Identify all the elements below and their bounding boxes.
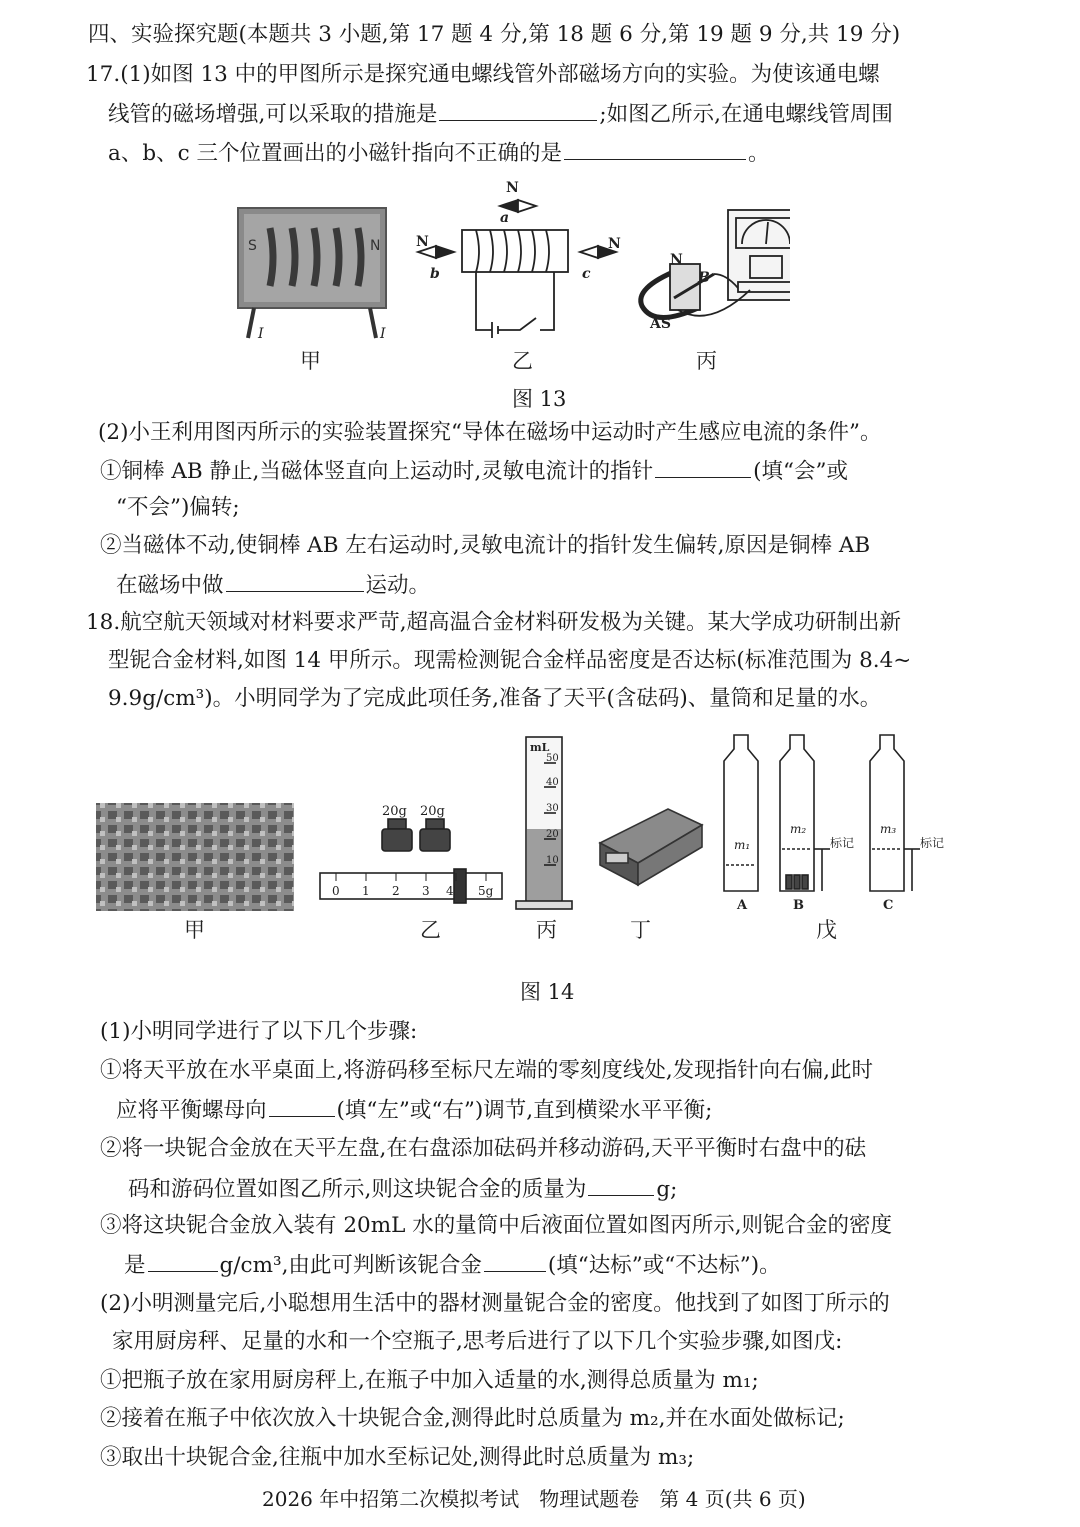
fig14-ding-scale <box>600 809 702 885</box>
cyl-tick-40: 40 <box>546 777 559 788</box>
q18-step-b2b: g; <box>656 1177 678 1202</box>
q18-line-2: 型铌合金材料,如图 14 甲所示。现需检测铌合金样品密度是否达标(标准范围为 8.4~ <box>108 648 912 673</box>
q17-step2c: 运动。 <box>365 573 431 598</box>
fig13-current-1: I <box>258 326 264 342</box>
q17-step2b: 在磁场中做 <box>116 573 224 598</box>
q17-line-1: 17.(1)如图 13 中的甲图所示是探究通电螺线管外部磁场方向的实验。为使该通电螺 <box>86 62 880 87</box>
fig14-bing-cylinder <box>516 737 572 909</box>
q18-step-b2a: 码和游码位置如图乙所示,则这块铌合金的质量为 <box>128 1177 587 1202</box>
cyl-tick-10: 10 <box>546 855 559 866</box>
fig13-a: a <box>500 210 510 226</box>
answer-blank-18-4[interactable] <box>484 1249 546 1272</box>
q18-step-b2 <box>128 1173 677 1205</box>
fig13-current-2: I <box>380 326 386 342</box>
fig13-jia-photo <box>238 208 386 342</box>
fig13-rod-a: AS <box>650 316 671 332</box>
fig14-m2: m₂ <box>790 822 807 836</box>
answer-blank-17-4[interactable] <box>226 569 364 592</box>
fig14-bottle-b: B <box>793 898 804 913</box>
q18-line-1: 18.航空航天领域对材料要求严苛,超高温合金材料研发极为关键。某大学成功研制出新 <box>86 610 902 635</box>
fig14-label-ding: 丁 <box>630 918 651 942</box>
q17-step1a: ①铜棒 AB 静止,当磁体竖直向上运动时,灵敏电流计的指针 <box>100 459 654 484</box>
fig13-s-label: S <box>248 238 257 254</box>
ruler-label-4: 4 <box>446 884 454 898</box>
fig13-magnet-n: N <box>670 252 683 268</box>
q17-step1b: (填“会”或 <box>753 459 849 484</box>
q17-line-3a: a、b、c 三个位置画出的小磁针指向不正确的是 <box>108 141 562 166</box>
fig14-weight-1: 20g <box>382 804 407 819</box>
q17-step1 <box>100 455 848 487</box>
q18-step-c2c: (填“达标”或“不达标”)。 <box>547 1253 781 1278</box>
fig13-a-n: N <box>506 180 519 196</box>
q17-line-3b: 。 <box>747 141 770 166</box>
answer-blank-17-3[interactable] <box>655 455 751 478</box>
q18-step-a2b: (填“左”或“右”)调节,直到横梁水平平衡; <box>336 1098 713 1123</box>
ruler-label-3: 3 <box>422 884 430 898</box>
q17-line-2a: 线管的磁场增强,可以采取的措施是 <box>108 102 438 127</box>
figure-13-caption: 图 13 <box>512 387 567 411</box>
answer-blank-17-1[interactable] <box>439 98 597 121</box>
page-footer: 2026 年中招第二次模拟考试 物理试题卷 第 4 页(共 6 页) <box>262 1487 806 1511</box>
q18-step-d2: ②接着在瓶子中依次放入十块铌合金,测得此时总质量为 m₂,并在水面处做标记; <box>100 1406 845 1431</box>
q17-line-2b: ;如图乙所示,在通电螺线管周围 <box>599 102 893 127</box>
fig14-label-jia: 甲 <box>184 918 205 942</box>
q18-step-d3: ③取出十块铌合金,往瓶中加水至标记处,测得此时总质量为 m₃; <box>100 1445 695 1470</box>
answer-blank-18-1[interactable] <box>269 1094 335 1117</box>
fig13-label-jia: 甲 <box>300 349 321 373</box>
cyl-tick-50: 50 <box>546 753 559 764</box>
answer-blank-18-3[interactable] <box>148 1249 218 1272</box>
figure-14 <box>90 725 970 950</box>
q18-part1: (1)小明同学进行了以下几个步骤: <box>100 1019 418 1044</box>
section-header: 四、实验探究题(本题共 3 小题,第 17 题 4 分,第 18 题 6 分,第 19 题 9 分,共 19 分) <box>88 22 901 47</box>
fig14-yi-balance <box>320 819 502 903</box>
fig13-label-yi: 乙 <box>512 349 533 373</box>
fig13-label-bing: 丙 <box>696 349 717 373</box>
fig14-label-bing: 丙 <box>536 918 557 942</box>
fig13-rod-b: B <box>698 270 710 286</box>
q18-part2-line-2: 家用厨房秤、足量的水和一个空瓶子,思考后进行了以下几个实验步骤,如图戊: <box>112 1329 843 1354</box>
fig14-m3: m₃ <box>880 822 897 836</box>
q17-step2b-line <box>116 569 430 601</box>
q18-step-c2b: g/cm³,由此可判断该铌合金 <box>219 1253 482 1278</box>
q18-step-a1: ①将天平放在水平桌面上,将游码移至标尺左端的零刻度线处,发现指针向右偏,此时 <box>100 1058 874 1083</box>
fig13-b-n: N <box>416 234 429 250</box>
q18-step-b1: ②将一块铌合金放在天平左盘,在右盘添加砝码并移动游码,天平平衡时右盘中的砝 <box>100 1136 867 1161</box>
cyl-tick-20: 20 <box>546 829 559 840</box>
answer-blank-17-2[interactable] <box>564 137 746 160</box>
q18-step-c2a: 是 <box>124 1253 146 1278</box>
q18-step-c1: ③将这块铌合金放入装有 20mL 水的量筒中后液面位置如图丙所示,则铌合金的密度 <box>100 1213 893 1238</box>
fig14-mark-c: 标记 <box>920 836 945 850</box>
fig14-cyl-unit: mL <box>530 741 550 754</box>
q17-step1c: “不会”)偏转; <box>116 495 240 520</box>
fig13-c-n: N <box>608 236 621 252</box>
fig14-label-yi: 乙 <box>420 918 441 942</box>
fig14-m1: m₁ <box>734 838 751 852</box>
fig14-label-wu: 戊 <box>816 918 837 942</box>
q18-part2-line-1: (2)小明测量完后,小聪想用生活中的器材测量铌合金的密度。他找到了如图丁所示的 <box>100 1291 890 1316</box>
fig14-wu-bottles <box>724 735 920 891</box>
q18-line-3: 9.9g/cm³)。小明同学为了完成此项任务,准备了天平(含砝码)、量筒和足量的水。 <box>108 686 882 711</box>
q18-step-d1: ①把瓶子放在家用厨房秤上,在瓶子中加入适量的水,测得总质量为 m₁; <box>100 1368 759 1393</box>
fig13-n-label: N <box>370 238 381 254</box>
q18-step-a2 <box>116 1094 712 1126</box>
q18-step-a2a: 应将平衡螺母向 <box>116 1098 267 1123</box>
answer-blank-18-2[interactable] <box>588 1173 654 1196</box>
q18-step-c2 <box>124 1249 781 1281</box>
fig14-weight-2: 20g <box>420 804 445 819</box>
fig13-bing-apparatus <box>641 210 790 318</box>
ruler-label-2: 2 <box>392 884 400 898</box>
fig14-bottle-c: C <box>883 898 894 913</box>
fig14-jia-photo <box>96 803 294 911</box>
fig14-mark-b: 标记 <box>830 836 855 850</box>
q17-part2: (2)小王利用图丙所示的实验装置探究“导体在磁场中运动时产生感应电流的条件”。 <box>98 420 882 445</box>
q17-line-3 <box>108 137 769 169</box>
ruler-label-1: 1 <box>362 884 370 898</box>
ruler-label-0: 0 <box>332 884 340 898</box>
fig13-c: c <box>582 266 591 282</box>
cyl-tick-30: 30 <box>546 803 559 814</box>
figure-14-caption: 图 14 <box>520 980 575 1004</box>
fig14-bottle-a: A <box>737 898 748 913</box>
q17-line-2 <box>108 98 893 130</box>
fig13-b: b <box>430 266 440 282</box>
ruler-label-5: 5g <box>478 884 494 898</box>
figure-13 <box>230 178 790 378</box>
q17-step2a: ②当磁体不动,使铜棒 AB 左右运动时,灵敏电流计的指针发生偏转,原因是铜棒 AB <box>100 533 871 558</box>
